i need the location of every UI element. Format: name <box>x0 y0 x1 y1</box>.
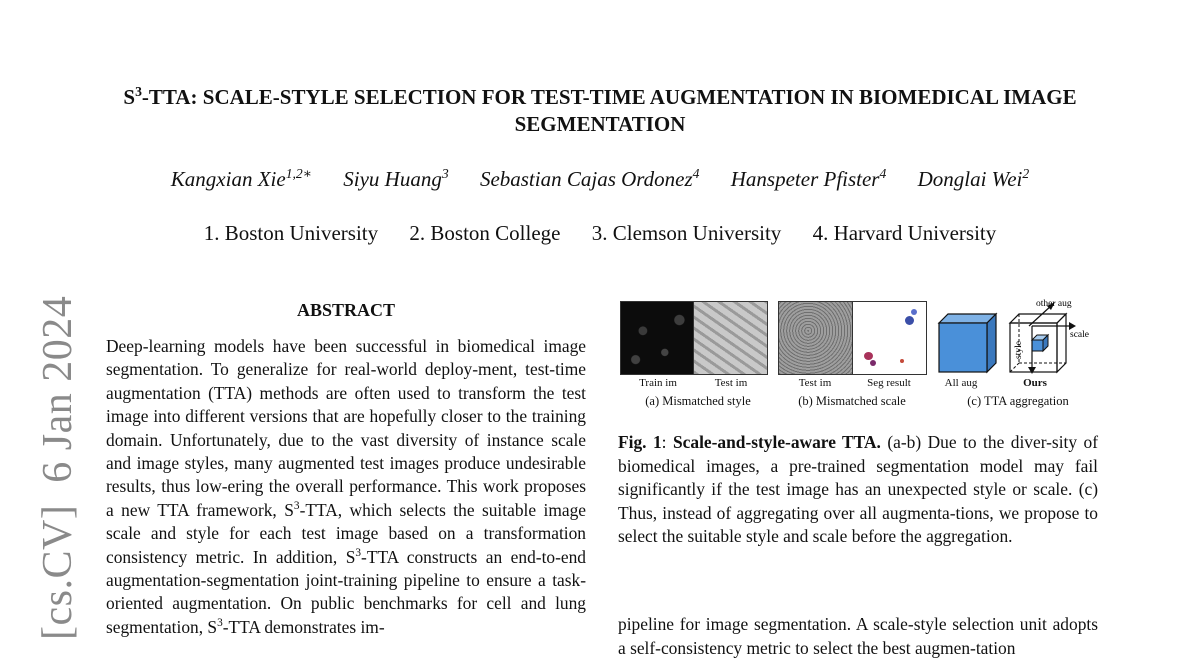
test-image-style <box>693 301 768 375</box>
author <box>343 167 448 192</box>
arxiv-stamp <box>24 295 81 648</box>
fig-label-scale: scale <box>1070 330 1089 340</box>
abstract-sup: 3 <box>355 546 362 559</box>
figure-caption <box>618 431 1098 549</box>
abstract-part: -TTA constructs an end-to-end augmentation-segmentation joint-training pipeline to ensure a task-oriented augmentation. On public benchmarks for cell and lung segmentation, S <box>106 546 587 637</box>
fig-label-test-im-a: Test im <box>714 377 748 389</box>
caption-bold: Scale-and-style-aware TTA. <box>672 432 881 452</box>
abstract-sup: 3 <box>217 617 223 630</box>
seg-blob <box>870 360 876 366</box>
body-paragraph: pipeline for image segmentation. A scale-style selection unit adopts a self-consistency metric to select the best augmen-tation <box>618 614 1098 658</box>
author-name: Sebastian Cajas Ordonez <box>479 167 693 191</box>
fig-label-ours: Ours <box>1023 377 1047 389</box>
author-name: Siyu Huang <box>343 167 442 191</box>
abstract-part: -TTA, which selects the suitable image scale and style for each test image based on a transformation consistency metric. In addition, S <box>106 499 586 567</box>
arxiv-category: [cs.CV] <box>35 504 81 640</box>
affiliation-list <box>100 221 1100 246</box>
author-name: Kangxian Xie <box>170 167 286 191</box>
author-name: Donglai Wei <box>917 167 1023 191</box>
all-aug-cube-side <box>987 314 996 372</box>
fig-label-all-aug: All aug <box>944 377 978 389</box>
author <box>731 167 887 192</box>
subcaption-a: (a) Mismatched style <box>645 394 751 408</box>
ours-cube-hidden-edge <box>1010 363 1019 372</box>
figure-1 <box>618 297 1098 413</box>
fig-label-train-im: Train im <box>639 377 677 389</box>
paper-title <box>100 84 1100 138</box>
affiliation: 1. Boston University <box>203 221 379 245</box>
fig-label-other-aug: other aug <box>1036 299 1072 309</box>
seg-blob <box>864 352 873 360</box>
author <box>171 167 312 192</box>
affiliation: 3. Clemson University <box>591 221 782 245</box>
train-image <box>620 301 695 375</box>
seg-blob <box>905 316 914 325</box>
caption-label: Fig. 1 <box>618 432 662 452</box>
abstract-sup: 3 <box>293 500 300 513</box>
author-list <box>100 167 1100 192</box>
caption-colon: : <box>661 432 673 452</box>
affiliation: 4. Harvard University <box>812 221 997 245</box>
test-image-scale <box>778 301 853 375</box>
author <box>480 167 700 192</box>
seg-blob <box>900 359 904 363</box>
subcaption-b: (b) Mismatched scale <box>798 394 906 408</box>
all-aug-cube-front <box>939 323 987 372</box>
abstract-part: Deep-learning models have been successful in biomedical image segmentation. To generalize for real-world deploy-ment, test-time augmentation (TTA) methods are often used to transform the test image into different versions that are hopefully closer to the training domain. Unfortunately, due to the vast diversity of instance scale and image styles, many augmented test images produce undesirable results, thus low-ering the overall performance. This work proposes a new TTA framework, S <box>106 336 586 520</box>
affiliation: 2. Boston College <box>409 221 561 245</box>
author-affil-sup: 3 <box>441 166 449 181</box>
selected-cube-front <box>1032 340 1043 351</box>
subcaption-c: (c) TTA aggregation <box>967 394 1069 408</box>
title-sup: 3 <box>135 84 142 99</box>
abstract-heading: ABSTRACT <box>296 300 396 320</box>
scale-arrowhead <box>1069 322 1076 330</box>
fig-label-test-im-b: Test im <box>798 377 832 389</box>
abstract-part: -TTA demonstrates im- <box>222 616 385 637</box>
abstract-body <box>106 335 586 639</box>
fig-label-seg-result: Seg result <box>867 377 911 389</box>
seg-blob <box>911 309 917 315</box>
arxiv-date: 6 Jan 2024 <box>35 295 81 483</box>
caption-text: (a-b) Due to the diver-sity of biomedical images, a pre-trained segmentation model may fail significantly if the test image has an unexpected style or scale. (c) Thus, instead of aggregating over all augmenta-tions, we propose to select the suitable style and scale before the aggregation. <box>618 432 1099 547</box>
fig-label-style: style <box>1014 341 1024 359</box>
all-aug-cube-top <box>939 314 996 323</box>
title-s: S <box>123 85 136 109</box>
author-affil-sup: 4 <box>692 166 700 181</box>
author-affil-sup: 1,2∗ <box>285 166 313 181</box>
seg-result-image <box>852 301 927 375</box>
author-affil-sup: 4 <box>879 166 887 181</box>
author-affil-sup: 2 <box>1022 166 1030 181</box>
title-rest: -TTA: SCALE-STYLE SELECTION FOR TEST-TIME AUGMENTATION IN BIOMEDICAL IMAGE SEGMENTATION <box>141 85 1077 136</box>
author <box>918 167 1030 192</box>
author-name: Hanspeter Pfister <box>730 167 880 191</box>
style-arrowhead <box>1028 367 1036 374</box>
